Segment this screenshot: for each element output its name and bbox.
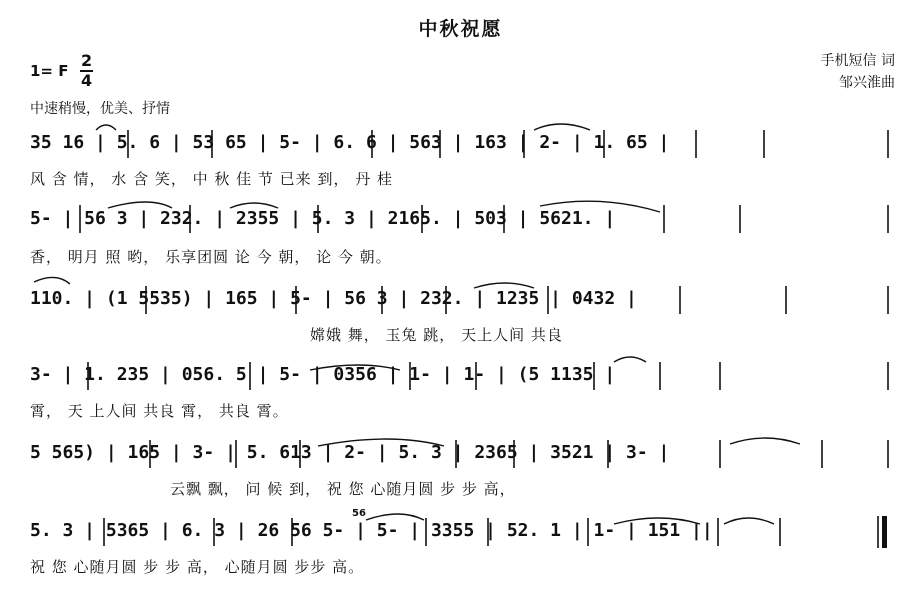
notation-row-2: 5- | 56 3 | 232. | 2355 | 5. 3 | 2165. | 503 | 5621. | (30, 208, 616, 229)
lyric-row-5: 云飘 飘， 问 候 到， 祝 您 心随月圆 步 步 高， (170, 480, 516, 498)
song-title: 中秋祝愿 (418, 18, 503, 40)
composer-credit: 邹兴淮曲 (839, 75, 895, 91)
lyricist-credit: 手机短信 词 (820, 53, 895, 69)
notation-row-4: 3- | 1. 235 | 056. 5 | 5- | 0356 | 1- | 1- | (5 1135 | (30, 364, 616, 385)
notation-row-6: 5. 3 | 5365 | 6. 3 | 26 56 5- | 5- | 3355 | 52. 1 | 1- | 151 || (30, 520, 713, 541)
lyric-row-4: 霄， 天 上人间 共良 霄， 共良 霄。 (30, 402, 289, 420)
lyric-row-1: 风 含 情， 水 含 笑， 中 秋 佳 节 已来 到， 丹 桂 (30, 170, 393, 188)
lyric-row-6: 祝 您 心随月圆 步 步 高， 心随月圆 步步 高。 (30, 558, 365, 576)
grace-note: 56 (352, 508, 366, 519)
key-signature: 1= F (30, 62, 69, 80)
notation-row-3: 110. | (1 5535) | 165 | 5- | 56 3 | 232. | 1235 | 0432 | (30, 288, 637, 309)
notation-row-5: 5 565) | 165 | 3- | 5. 613 | 2- | 5. 3 | 2365 | 3521 | 3- | (30, 442, 670, 463)
time-signature-bottom: 4 (81, 71, 93, 90)
tempo-marking: 中速稍慢，优美、抒情 (30, 101, 170, 117)
time-signature-top: 2 (81, 51, 93, 70)
lyric-row-3: 嫦娥 舞， 玉兔 跳， 天上人间 共良 (310, 326, 563, 344)
lyric-row-2: 香， 明月 照 哟， 乐享团圆 论 今 朝， 论 今 朝。 (30, 248, 392, 266)
notation-row-1: 35 16 | 5. 6 | 53 65 | 5- | 6. 6 | 563 | 163 | 2- | 1. 65 | (30, 132, 670, 153)
